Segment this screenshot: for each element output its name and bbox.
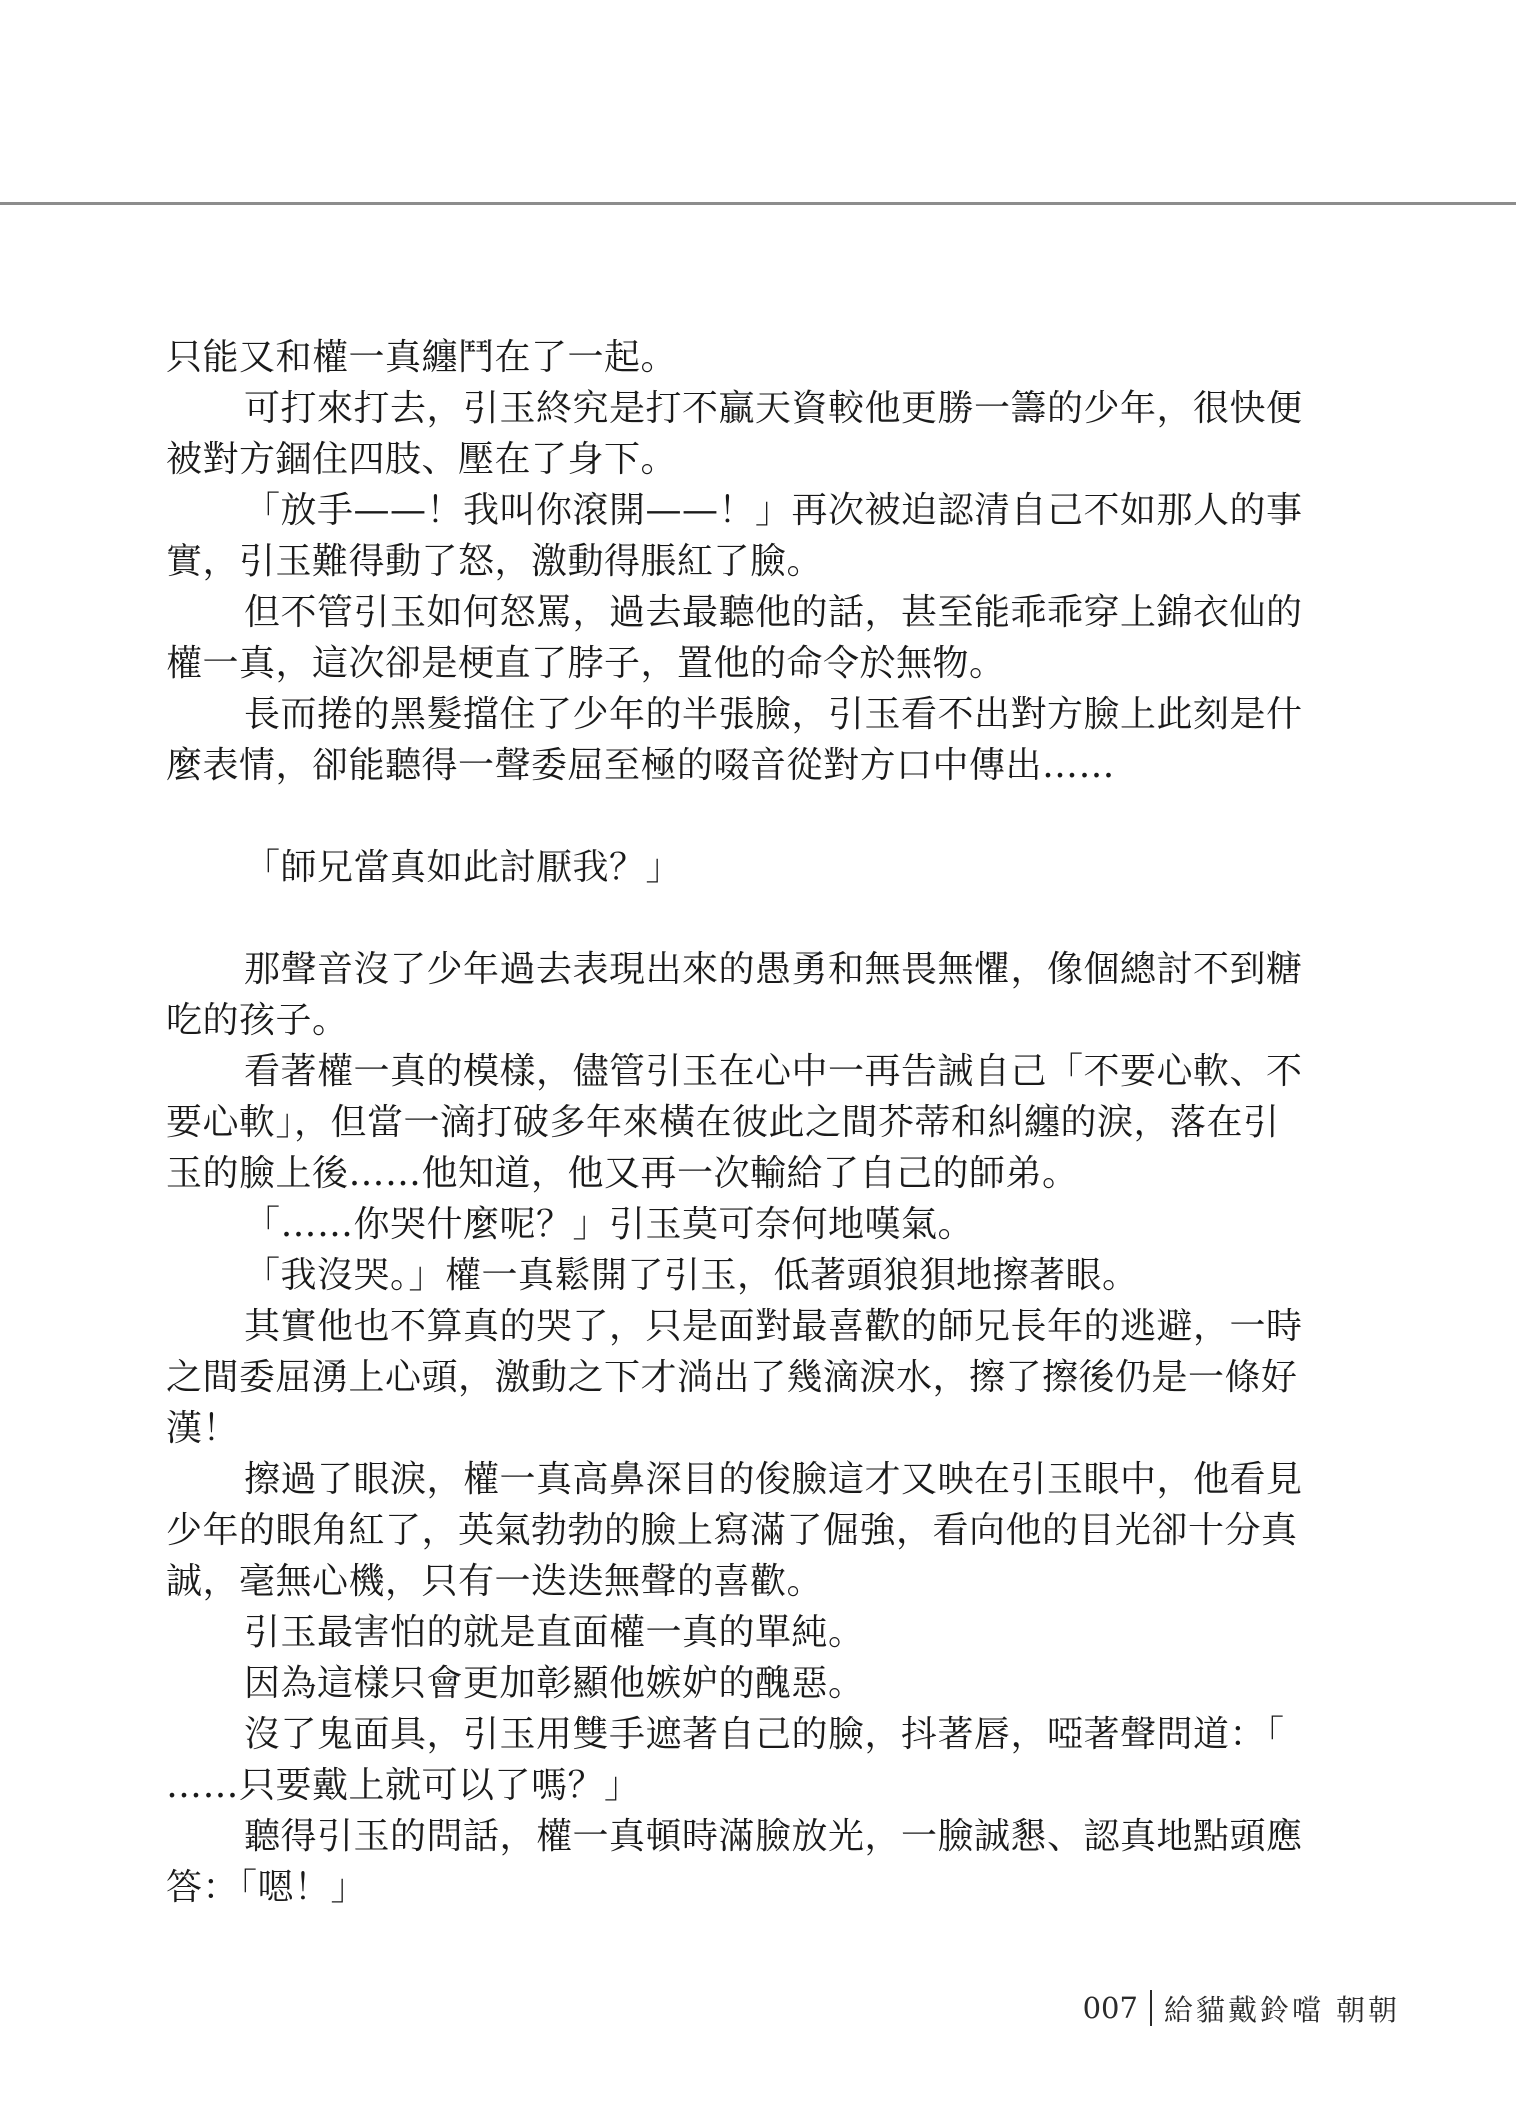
text-line: 長而捲的黑髮擋住了少年的半張臉，引玉看不出對方臉上此刻是什 [244, 694, 1303, 735]
text-line: 玉的臉上後……他知道，他又再一次輸給了自己的師弟。 [166, 1153, 1079, 1194]
text-line: 權一真，這次卻是梗直了脖子，置他的命令於無物。 [166, 643, 1006, 684]
text-line: 「師兄當真如此討厭我？」 [244, 847, 683, 888]
text-line: 可打來打去，引玉終究是打不贏天資較他更勝一籌的少年，很快便 [244, 388, 1303, 429]
text-line: 其實他也不算真的哭了，只是面對最喜歡的師兄長年的逃避，一時 [244, 1306, 1303, 1347]
text-line: 看著權一真的模樣，儘管引玉在心中一再告誡自己「不要心軟、不 [244, 1051, 1303, 1092]
text-line: 吃的孩子。 [166, 1000, 349, 1041]
text-line: 誠，毫無心機，只有一迭迭無聲的喜歡。 [166, 1561, 824, 1602]
text-line: 之間委屈湧上心頭，激動之下才淌出了幾滴淚水，擦了擦後仍是一條好 [166, 1357, 1298, 1398]
text-line: 被對方錮住四肢、壓在了身下。 [166, 439, 678, 480]
text-line: 「……你哭什麼呢？」引玉莫可奈何地嘆氣。 [244, 1204, 975, 1245]
text-line: 少年的眼角紅了，英氣勃勃的臉上寫滿了倔強，看向他的目光卻十分真 [166, 1510, 1298, 1551]
text-line: 引玉最害怕的就是直面權一真的單純。 [244, 1612, 865, 1653]
text-line: 答：「嗯！」 [166, 1867, 368, 1908]
author-name: 朝朝 [1335, 1992, 1400, 2027]
text-line: 沒了鬼面具，引玉用雙手遮著自己的臉，抖著唇，啞著聲問道：「 [244, 1714, 1285, 1755]
text-line: 漢！ [166, 1408, 240, 1449]
text-line: ……只要戴上就可以了嗎？」 [166, 1765, 641, 1806]
blank-line [166, 893, 1350, 944]
text-line: 「我沒哭。」權一真鬆開了引玉，低著頭狼狽地擦著眼。 [244, 1255, 1139, 1296]
page-footer [1083, 1988, 1400, 2028]
text-line: 麼表情，卻能聽得一聲委屈至極的啜音從對方口中傳出…… [166, 745, 1116, 786]
text-line: 「放手——！我叫你滾開——！」再次被迫認清自己不如那人的事 [244, 490, 1303, 531]
text-line: 實，引玉難得動了怒，激動得脹紅了臉。 [166, 541, 824, 582]
header-rule [0, 202, 1516, 205]
body-text [166, 332, 1350, 1913]
blank-line [166, 791, 1350, 842]
footer-divider [1150, 1990, 1152, 2026]
text-line: 要心軟」，但當一滴打破多年來橫在彼此之間芥蒂和糾纏的淚，落在引 [166, 1102, 1280, 1143]
text-line: 但不管引玉如何怒罵，過去最聽他的話，甚至能乖乖穿上錦衣仙的 [244, 592, 1303, 633]
text-line: 那聲音沒了少年過去表現出來的愚勇和無畏無懼，像個總討不到糖 [244, 949, 1303, 990]
text-line: 只能又和權一真纏鬥在了一起。 [166, 337, 678, 378]
book-title: 給貓戴鈴噹 [1163, 1992, 1324, 2027]
text-line: 擦過了眼淚，權一真高鼻深目的俊臉這才又映在引玉眼中，他看見 [244, 1459, 1303, 1500]
text-line: 聽得引玉的問話，權一真頓時滿臉放光，一臉誠懇、認真地點頭應 [244, 1816, 1303, 1857]
page-number: 007 [1082, 1991, 1138, 2025]
text-line: 因為這樣只會更加彰顯他嫉妒的醜惡。 [244, 1663, 865, 1704]
